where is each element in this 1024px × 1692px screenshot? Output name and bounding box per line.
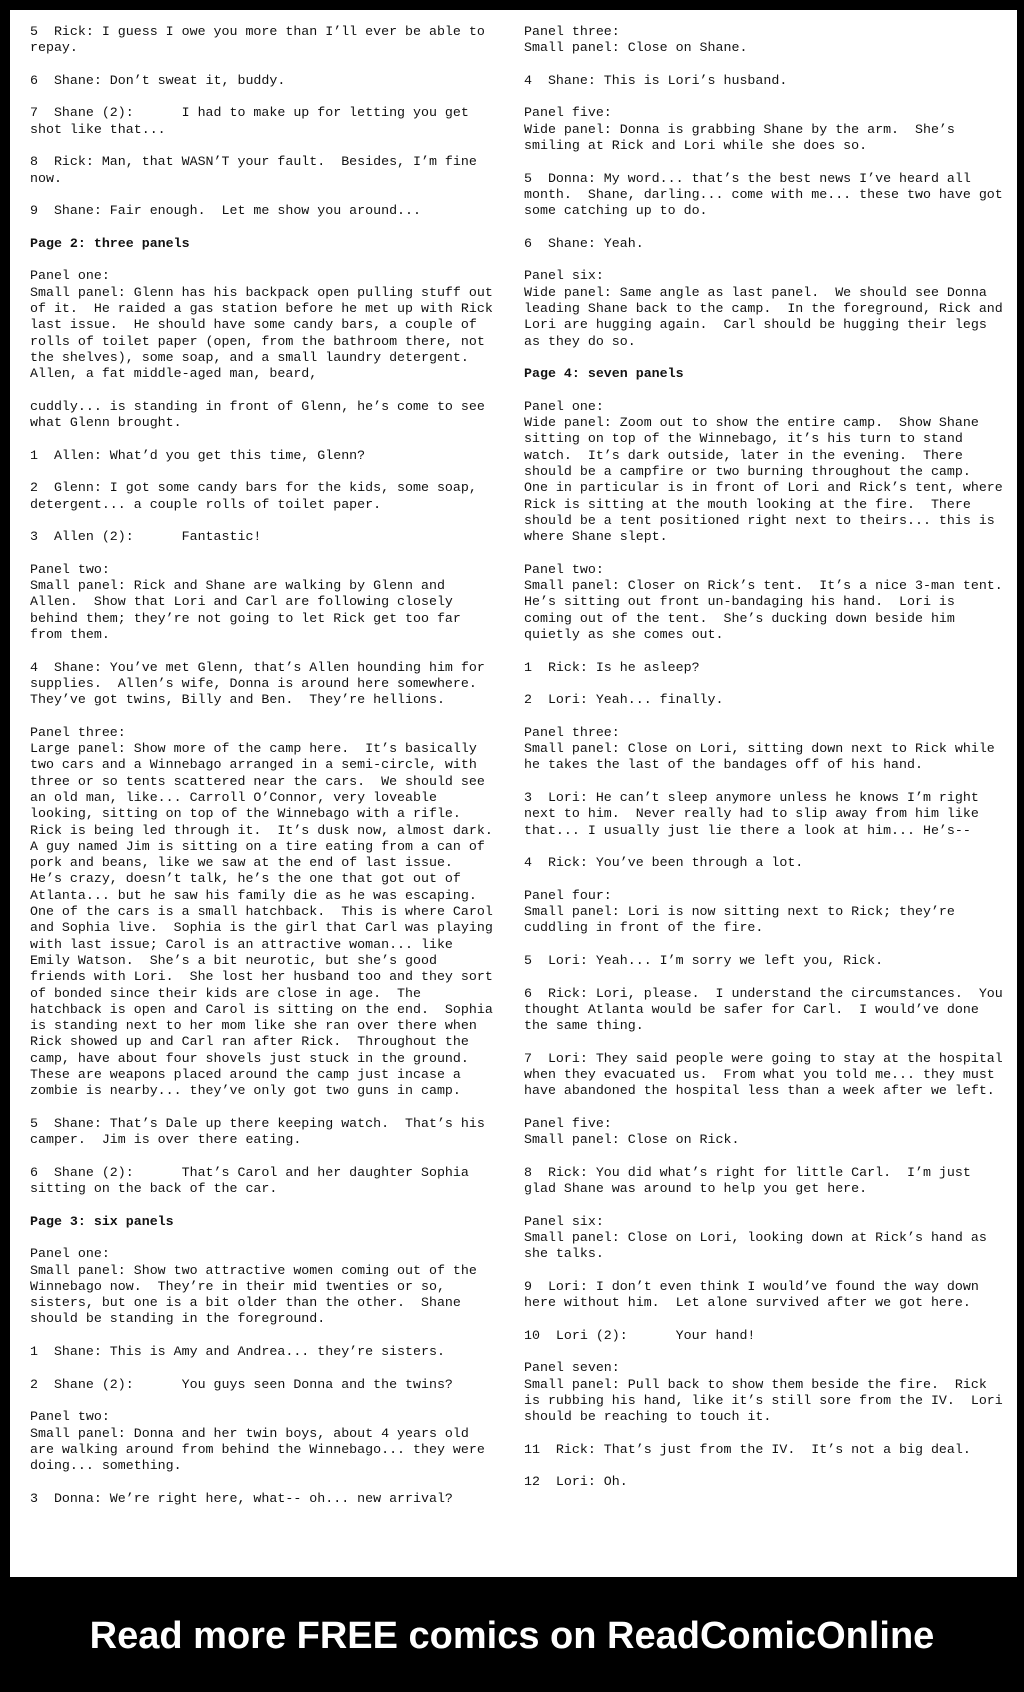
footer-banner: Read more FREE comics on ReadComicOnline: [89, 1615, 935, 1657]
script-block: 3 Allen (2): Fantastic!: [30, 529, 262, 545]
script-block: 9 Lori: I don’t even think I would’ve found the way down here without him. Let alone survived after we got here.: [524, 1278, 987, 1311]
script-block: 2 Shane (2): You guys seen Donna and the twins?: [30, 1376, 453, 1392]
script-block: Panel three: Small panel: Close on Lori, sitting down next to Rick while he takes the last of the bandages off of his hand.: [524, 724, 995, 773]
script-block: 5 Shane: That’s Dale up there keeping watch. That’s his camper. Jim is over there eating.: [30, 1115, 493, 1148]
script-block: Panel two: Small panel: Rick and Shane are walking by Glenn and Allen. Show that Lori and Carl are following closely behind them; they’re not going to let Rick get too far from them.: [30, 561, 461, 642]
script-block: Panel five: Small panel: Close on Rick.: [524, 1115, 740, 1148]
script-page: [10, 10, 1017, 1577]
script-block: 6 Shane: Don’t sweat it, buddy.: [30, 72, 286, 88]
script-block: Panel four: Small panel: Lori is now sitting next to Rick; they’re cuddling in front of the fire.: [524, 887, 955, 936]
script-block: 6 Shane: Yeah.: [524, 235, 644, 251]
script-block: 7 Shane (2): I had to make up for letting you get shot like that...: [30, 105, 477, 137]
script-block: 12 Lori: Oh.: [524, 1474, 628, 1490]
script-block: 3 Lori: He can’t sleep anymore unless he knows I’m right next to him. Never really had to slip away from him like that... I usually just lie there a look at him... He’s--: [524, 789, 987, 838]
script-block: 8 Rick: You did what’s right for little Carl. I’m just glad Shane was around to help you get here.: [524, 1164, 979, 1197]
script-block: Panel five: Wide panel: Donna is grabbing Shane by the arm. She’s smiling at Rick and Lori while she does so.: [524, 105, 955, 154]
script-block: 6 Rick: Lori, please. I understand the circumstances. You thought Atlanta would be safer for Carl. I would’ve done the same thing.: [524, 985, 1011, 1034]
script-block: 2 Glenn: I got some candy bars for the kids, some soap, detergent... a couple rolls of toilet paper.: [30, 480, 485, 512]
script-block: cuddly... is standing in front of Glenn, he’s come to see what Glenn brought.: [30, 398, 493, 431]
script-block: 9 Shane: Fair enough. Let me show you around...: [30, 203, 421, 219]
script-block: Panel three: Large panel: Show more of the camp here. It’s basically two cars and a Winnebago arranged in a semi-circle, with three or so tents scattered near the cars. We should see an old man, like... Carroll O’Connor, very loveable looking, sitting on top of the Winnebago with a rifle. Rick is being led through it. It’s dusk now, almost dark. A guy named Jim is sitting on a tire eating from a can of pork and beans, like we saw at the end of last issue. He’s crazy, doesn’t talk, he’s the one that got out of Atlanta... but he saw his family die as he was escaping. One of the cars is a small hatchback. This is where Carol and Sophia live. Sophia is the girl that Carl was playing with last issue; Carol is an attractive woman... like Emily Watson. She’s a bit neurotic, but she’s good friends with Lori. She lost her husband too and they sort of bonded since their kids are close in age. The hatchback is open and Carol is sitting on the end. Sophia is standing next to her mom like she ran over there when Rick showed up and Carl ran after Rick. Throughout the camp, have about four shovels just stuck in the ground. These are weapons placed around the camp just incase a zombie is nearby... they’ve only got two guns in camp.: [30, 724, 493, 1099]
script-block: 7 Lori: They said people were going to stay at the hospital when they evacuated us. From what you told me... they must have abandoned the hospital less than a week after we left.: [524, 1050, 1011, 1099]
script-block: Panel two: Small panel: Donna and her twin boys, about 4 years old are walking around from behind the Winnebago... they were doing... something.: [30, 1409, 485, 1474]
script-block: Panel six: Small panel: Close on Lori, looking down at Rick’s hand as she talks.: [524, 1213, 987, 1262]
script-block: 1 Shane: This is Amy and Andrea... they’re sisters.: [30, 1344, 445, 1360]
script-block: Panel seven: Small panel: Pull back to show them beside the fire. Rick is rubbing his hand, like it’s still sore from the IV. Lori should be reaching to touch it.: [524, 1360, 1003, 1425]
script-block: 6 Shane (2): That’s Carol and her daughter Sophia sitting on the back of the car.: [30, 1164, 477, 1197]
script-block: 2 Lori: Yeah... finally.: [524, 692, 724, 708]
left-column: [30, 24, 500, 1523]
script-block: 3 Donna: We’re right here, what-- oh... new arrival?: [30, 1490, 453, 1506]
script-block: 5 Donna: My word... that’s the best news I’ve heard all month. Shane, darling... come with me... these two have got some catching up to do.: [524, 170, 1011, 219]
script-block: Panel one: Wide panel: Zoom out to show the entire camp. Show Shane sitting on top of the Winnebago, it’s his turn to stand watch. It’s dark outside, later in the evening. There should be a campfire or two burning throughout the camp. One in particular is in front of Lori and Rick’s tent, where Rick is sitting at the mouth looking at the fire. There should be a tent positioned right next to theirs... this is where Shane slept.: [524, 398, 1003, 545]
script-block: 5 Rick: I guess I owe you more than I’ll ever be able to repay.: [30, 24, 493, 56]
script-block: 8 Rick: Man, that WASN’T your fault. Besides, I’m fine now.: [30, 154, 485, 186]
right-column: [524, 24, 1009, 1507]
script-block: 4 Shane: This is Lori’s husband.: [524, 72, 788, 88]
script-block: 1 Rick: Is he asleep?: [524, 659, 700, 675]
script-block: 4 Rick: You’ve been through a lot.: [524, 855, 804, 871]
script-block: Panel two: Small panel: Closer on Rick’s tent. It’s a nice 3-man tent. He’s sitting out front un-bandaging his hand. Lori is coming out of the tent. She’s ducking down beside him quietly as she comes out.: [524, 561, 1003, 642]
page-heading: Page 3: six panels: [30, 1213, 174, 1229]
script-block: 1 Allen: What’d you get this time, Glenn?: [30, 447, 366, 463]
page-heading: Page 4: seven panels: [524, 366, 684, 382]
script-block: Panel one: Small panel: Show two attractive women coming out of the Winnebago now. They’re in their mid twenties or so, sisters, but one is a bit older than the other. Shane should be standing in the foreground.: [30, 1246, 477, 1327]
script-block: 11 Rick: That’s just from the IV. It’s not a big deal.: [524, 1441, 971, 1457]
script-block: Panel one: Small panel: Glenn has his backpack open pulling stuff out of it. He raided a gas station before he met up with Rick last issue. He should have some candy bars, a couple of rolls of toilet paper (open, from the bathroom there, not the shelves), some soap, and a small laundry detergent. Allen, a fat middle-aged man, beard,: [30, 268, 493, 382]
script-block: 10 Lori (2): Your hand!: [524, 1327, 756, 1343]
script-block: 5 Lori: Yeah... I’m sorry we left you, Rick.: [524, 952, 884, 968]
script-block: Panel six: Wide panel: Same angle as last panel. We should see Donna leading Shane back to the camp. In the foreground, Rick and Lori are hugging again. Carl should be hugging their legs as they do so.: [524, 268, 1003, 349]
page-heading: Page 2: three panels: [30, 235, 190, 251]
script-block: 4 Shane: You’ve met Glenn, that’s Allen hounding him for supplies. Allen’s wife, Donna is around here somewhere. They’ve got twins, Billy and Ben. They’re hellions.: [30, 659, 493, 708]
script-block: Panel three: Small panel: Close on Shane.: [524, 24, 748, 56]
